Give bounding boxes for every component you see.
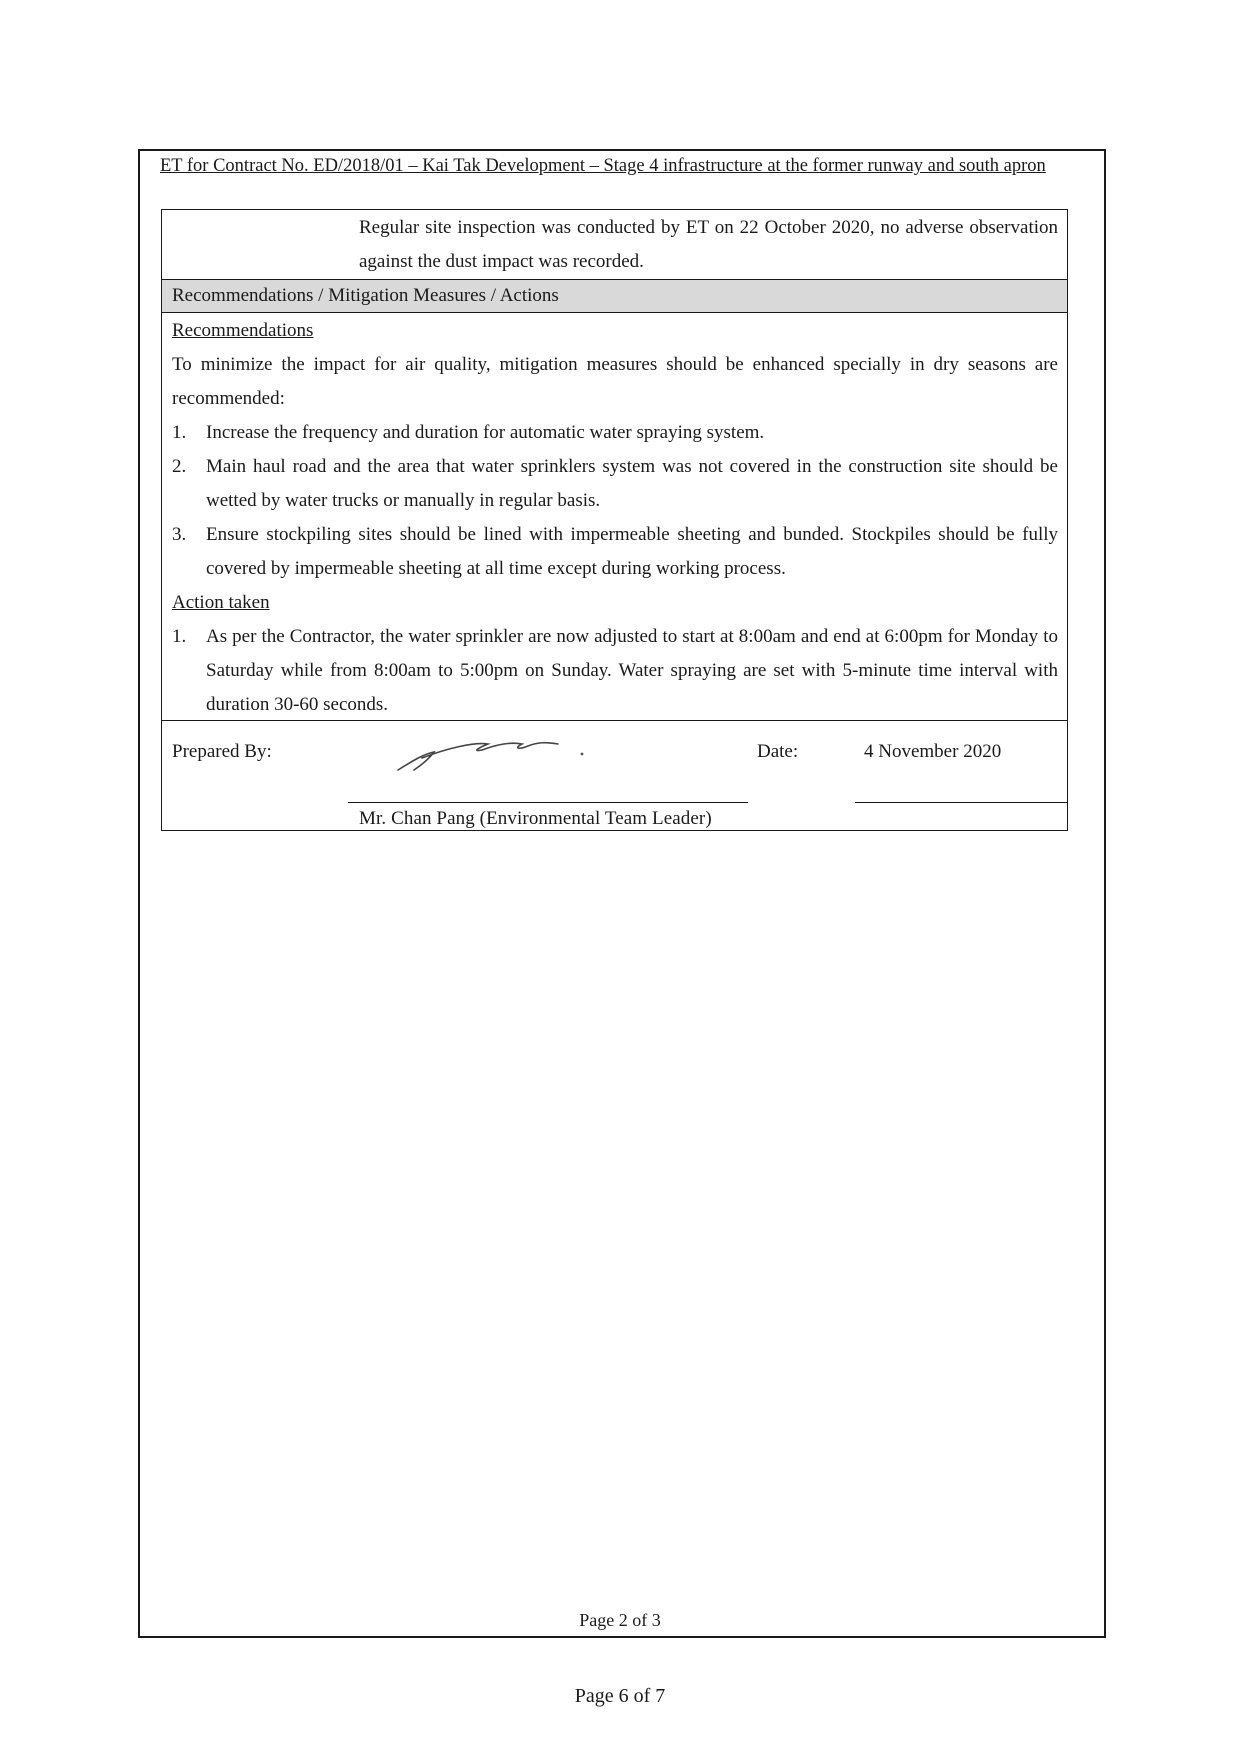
recommendations-intro: To minimize the impact for air quality, mitigation measures should be enhanced specially in dry seasons are recommended: bbox=[172, 354, 1058, 409]
outer-page-number: Page 6 of 7 bbox=[574, 1685, 666, 1707]
recommendation-item bbox=[172, 416, 1058, 450]
list-text: Ensure stockpiling sites should be lined with impermeable sheeting and bunded. Stockpiles should be fully covered by impermeable sheeting at all time except during working process. bbox=[206, 524, 1058, 579]
section-title: Recommendations / Mitigation Measures / Actions bbox=[172, 285, 559, 306]
date-value: 4 November 2020 bbox=[864, 741, 1002, 762]
section-band bbox=[162, 279, 1067, 313]
list-text: Increase the frequency and duration for automatic water spraying system. bbox=[206, 422, 765, 443]
observation-text: Regular site inspection was conducted by ET on 22 October 2020, no adverse observation against the dust impact was recorded. bbox=[359, 217, 1058, 272]
signature-image bbox=[362, 722, 602, 780]
list-number: 1. bbox=[172, 626, 187, 647]
signoff-row bbox=[162, 721, 1067, 830]
date-label: Date: bbox=[757, 741, 799, 762]
list-text: As per the Contractor, the water sprinkler are now adjusted to start at 8:00am and end at 6:00pm for Monday to Saturday while from 8:00am to 5:00pm on Sunday. Water spraying are set with 5-minute time interval with duration 30-60 seconds. bbox=[206, 626, 1058, 715]
action-item bbox=[172, 620, 1058, 722]
recommendations-heading: Recommendations bbox=[172, 320, 314, 341]
list-number: 2. bbox=[172, 456, 187, 477]
prepared-by-name: Mr. Chan Pang (Environmental Team Leader) bbox=[359, 808, 712, 829]
prepared-by-label: Prepared By: bbox=[172, 741, 272, 762]
recommendation-item bbox=[172, 518, 1058, 586]
list-text: Main haul road and the area that water sprinklers system was not covered in the construction site should be wetted by water trucks or manually in regular basis. bbox=[206, 456, 1058, 511]
action-heading: Action taken bbox=[172, 592, 270, 613]
document-header: ET for Contract No. ED/2018/01 – Kai Tak Development – Stage 4 infrastructure at the former runway and south apron bbox=[160, 156, 1046, 176]
inner-page-number: Page 2 of 3 bbox=[579, 1610, 661, 1630]
date-line bbox=[855, 802, 1067, 803]
list-number: 3. bbox=[172, 524, 187, 545]
list-number: 1. bbox=[172, 422, 187, 443]
recommendation-item bbox=[172, 450, 1058, 518]
report-table bbox=[161, 209, 1068, 831]
